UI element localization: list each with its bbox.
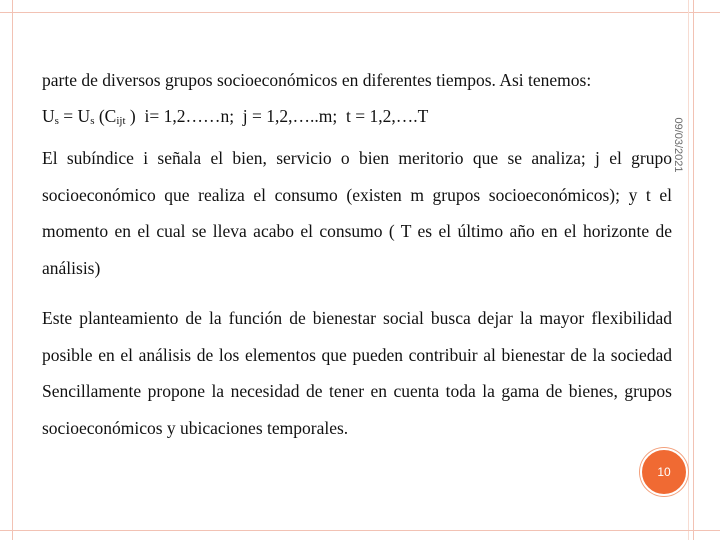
formula-u-left-subscript: s [54, 115, 59, 127]
page-number-badge: 10 [640, 448, 688, 496]
formula-u-right: U [77, 106, 91, 126]
formula-argument-open: (C [94, 106, 117, 126]
intro-line: parte de diversos grupos socioeconómicos en diferentes tiempos. Asi tenemos: [42, 70, 592, 90]
formula-u-left: U [42, 106, 55, 126]
paragraph-subindices: El subíndice i señala el bien, servicio o bien meritorio que se analiza; j el grupo socioeconómico que realiza el consumo (existen m grupos socioeconómicos); y t el momento en el cual se lleva acabo el consumo ( T es el último año en el horizonte de análisis) [42, 148, 672, 278]
frame-line-bottom [0, 530, 720, 531]
frame-line-top [0, 12, 720, 13]
formula-indices: i= 1,2……n; j = 1,2,…..m; t = 1,2,….T [135, 106, 429, 126]
formula-c-subscript: ijt [116, 115, 126, 127]
formula-argument-close: ) [125, 106, 136, 126]
formula-equals: = [58, 106, 78, 126]
frame-line-left [12, 0, 13, 540]
slide-date: 09/03/2021 [672, 117, 684, 173]
frame-line-right-inner [688, 0, 689, 540]
frame-line-right [693, 0, 694, 540]
slide-body [42, 62, 672, 446]
paragraph-welfare-function: Este planteamiento de la función de bienestar social busca dejar la mayor flexibilidad posible en el análisis de los elementos que pueden contribuir al bienestar de la sociedad Sencillamente propone la necesidad de tener en cuenta toda la gama de bienes, grupos socioeconómicos y ubicaciones temporales. [42, 308, 672, 438]
welfare-formula [42, 98, 672, 134]
formula-u-right-subscript: s [90, 115, 95, 127]
